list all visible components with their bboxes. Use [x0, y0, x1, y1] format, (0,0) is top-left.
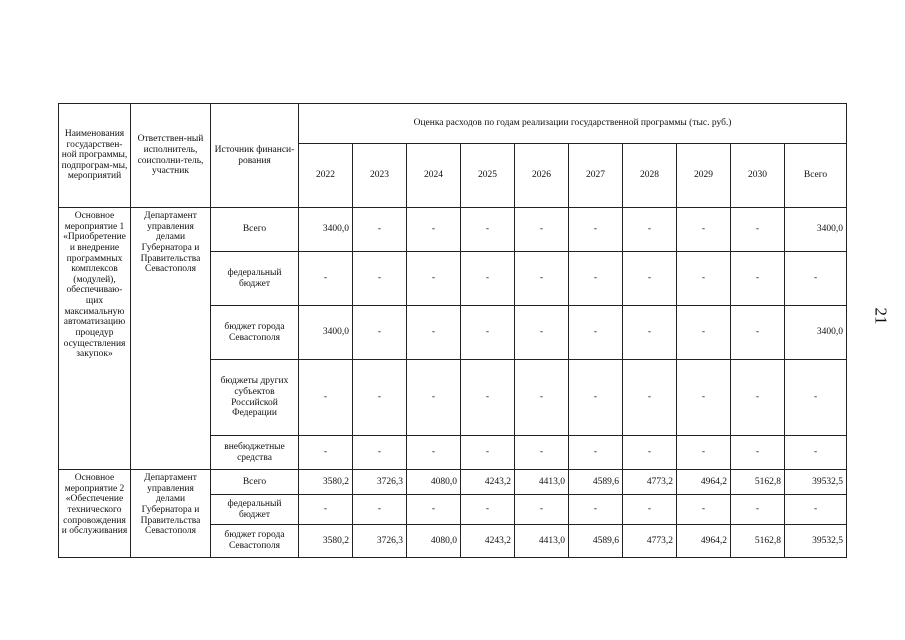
value-cell: 4589,6: [569, 525, 623, 558]
value-cell: 3400,0: [299, 306, 353, 360]
value-cell: -: [407, 436, 461, 470]
header-year: 2029: [677, 144, 731, 208]
header-year: 2022: [299, 144, 353, 208]
value-cell: -: [623, 306, 677, 360]
value-cell: 3726,3: [353, 470, 407, 495]
value-cell: -: [623, 436, 677, 470]
funding-source: федеральный бюджет: [211, 252, 299, 306]
value-cell: -: [623, 252, 677, 306]
value-cell: -: [407, 495, 461, 525]
header-year: 2024: [407, 144, 461, 208]
value-cell: -: [407, 360, 461, 436]
value-cell: 5162,8: [731, 470, 785, 495]
page-number: 21: [871, 307, 891, 325]
value-cell: -: [569, 436, 623, 470]
value-cell: -: [461, 360, 515, 436]
value-cell: -: [461, 208, 515, 252]
value-cell: -: [731, 252, 785, 306]
value-cell: -: [353, 306, 407, 360]
table-body: [59, 104, 847, 558]
header-year: 2028: [623, 144, 677, 208]
measure-responsible: Департамент управления делами Губернатора и Правительства Севастополя: [131, 470, 211, 558]
header-year: 2026: [515, 144, 569, 208]
header-year: Всего: [785, 144, 847, 208]
value-cell: 4413,0: [515, 525, 569, 558]
funding-source: внебюджетные средства: [211, 436, 299, 470]
value-cell: 4964,2: [677, 525, 731, 558]
funding-source: Всего: [211, 470, 299, 495]
value-cell: -: [299, 495, 353, 525]
value-cell: 4964,2: [677, 470, 731, 495]
value-cell: 4243,2: [461, 470, 515, 495]
value-cell: -: [299, 436, 353, 470]
budget-table: [58, 103, 847, 558]
measure-name: Основное мероприятие 1 «Приобретение и внедрение программных комплексов (модулей), обеспечиваю-щих максимальную автоматизацию процедур осуществления закупок»: [59, 208, 131, 470]
value-cell: 4413,0: [515, 470, 569, 495]
value-cell: 4773,2: [623, 525, 677, 558]
value-cell: -: [461, 252, 515, 306]
value-cell: -: [731, 208, 785, 252]
header-expenses-group: Оценка расходов по годам реализации государственной программы (тыс. руб.): [299, 104, 847, 144]
value-cell: 4243,2: [461, 525, 515, 558]
value-cell: -: [461, 306, 515, 360]
funding-source: бюджет города Севастополя: [211, 306, 299, 360]
value-cell: 4773,2: [623, 470, 677, 495]
value-cell: -: [677, 208, 731, 252]
value-cell: -: [623, 208, 677, 252]
value-cell: -: [515, 436, 569, 470]
value-cell: -: [785, 252, 847, 306]
value-cell: -: [677, 495, 731, 525]
value-cell: 3400,0: [785, 306, 847, 360]
header-year: 2030: [731, 144, 785, 208]
value-cell: -: [623, 360, 677, 436]
value-cell: 3580,2: [299, 470, 353, 495]
value-cell: -: [785, 360, 847, 436]
value-cell: -: [407, 208, 461, 252]
value-cell: 3400,0: [299, 208, 353, 252]
table-row: [59, 470, 847, 495]
value-cell: 3580,2: [299, 525, 353, 558]
header-row-1: [59, 104, 847, 144]
value-cell: -: [623, 495, 677, 525]
value-cell: -: [785, 495, 847, 525]
value-cell: 4080,0: [407, 525, 461, 558]
value-cell: -: [677, 360, 731, 436]
value-cell: -: [569, 495, 623, 525]
funding-source: Всего: [211, 208, 299, 252]
value-cell: 4589,6: [569, 470, 623, 495]
value-cell: -: [569, 208, 623, 252]
value-cell: 39532,5: [785, 470, 847, 495]
value-cell: -: [407, 306, 461, 360]
funding-source: бюджет города Севастополя: [211, 525, 299, 558]
measure-responsible: Департамент управления делами Губернатора и Правительства Севастополя: [131, 208, 211, 470]
value-cell: -: [353, 495, 407, 525]
value-cell: -: [731, 360, 785, 436]
value-cell: -: [515, 360, 569, 436]
value-cell: -: [353, 208, 407, 252]
value-cell: -: [731, 306, 785, 360]
funding-source: федеральный бюджет: [211, 495, 299, 525]
value-cell: -: [353, 436, 407, 470]
value-cell: -: [569, 306, 623, 360]
table-row: [59, 208, 847, 252]
value-cell: -: [785, 436, 847, 470]
value-cell: -: [677, 306, 731, 360]
value-cell: 3726,3: [353, 525, 407, 558]
value-cell: 39532,5: [785, 525, 847, 558]
value-cell: -: [515, 306, 569, 360]
value-cell: 5162,8: [731, 525, 785, 558]
value-cell: -: [353, 360, 407, 436]
measure-name: Основное мероприятие 2 «Обеспечение технического сопровождения и обслуживания: [59, 470, 131, 558]
value-cell: -: [515, 495, 569, 525]
header-year: 2023: [353, 144, 407, 208]
header-responsible: Ответствен-ный исполнитель, соисполни-тель, участник: [131, 104, 211, 208]
value-cell: 4080,0: [407, 470, 461, 495]
header-year: 2025: [461, 144, 515, 208]
value-cell: -: [677, 436, 731, 470]
value-cell: -: [461, 436, 515, 470]
value-cell: -: [407, 252, 461, 306]
value-cell: -: [299, 360, 353, 436]
value-cell: -: [731, 495, 785, 525]
value-cell: -: [677, 252, 731, 306]
header-source: Источник финанси-рования: [211, 104, 299, 208]
header-year: 2027: [569, 144, 623, 208]
value-cell: -: [569, 360, 623, 436]
value-cell: -: [515, 208, 569, 252]
header-program-name: Наименования государствен-ной программы, подпрограм-мы, мероприятий: [59, 104, 131, 208]
value-cell: -: [353, 252, 407, 306]
value-cell: -: [569, 252, 623, 306]
funding-source: бюджеты других субъектов Российской Федерации: [211, 360, 299, 436]
value-cell: -: [731, 436, 785, 470]
value-cell: -: [299, 252, 353, 306]
value-cell: -: [515, 252, 569, 306]
value-cell: -: [461, 495, 515, 525]
value-cell: 3400,0: [785, 208, 847, 252]
